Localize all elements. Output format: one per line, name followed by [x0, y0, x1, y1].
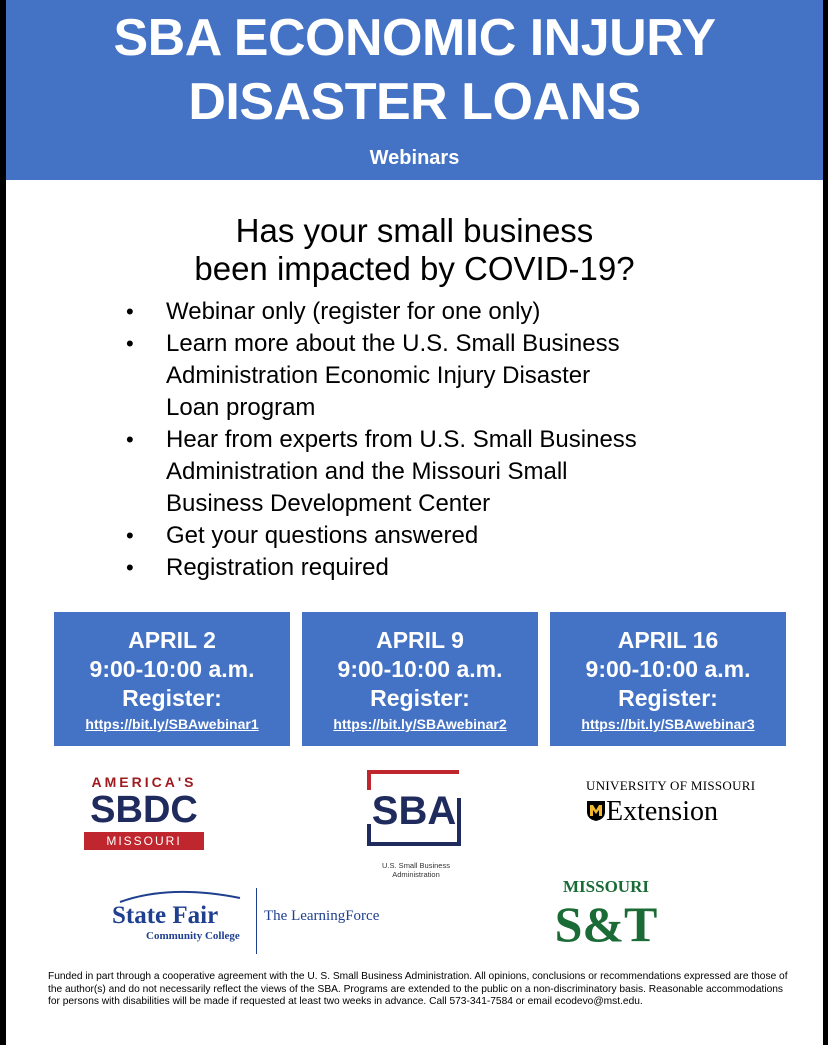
missouri-st-mark: S&T: [554, 896, 658, 952]
sba-logo-caption: [361, 861, 471, 879]
session-register-label: Register:: [618, 685, 718, 711]
session-time: 9:00-10:00 a.m.: [89, 656, 255, 682]
session-register-label: Register:: [370, 685, 470, 711]
mu-extension-row: [586, 794, 766, 828]
missouri-st-logo: [551, 877, 661, 957]
state-fair-name: State Fair: [112, 902, 219, 929]
list-item: [126, 424, 746, 520]
sba-caption-line-2: Administration: [392, 870, 440, 879]
session-card-april-9: [302, 612, 538, 746]
session-date: APRIL 9: [376, 627, 464, 653]
page-subtitle: Webinars: [369, 147, 460, 169]
headline: [6, 212, 823, 288]
list-item: [126, 296, 746, 328]
headline-line-1: Has your small business: [235, 212, 594, 249]
session-date: APRIL 2: [128, 627, 216, 653]
bullet-text: Administration Economic Injury Disaster: [166, 362, 591, 389]
page-title: [6, 6, 823, 134]
register-link-1[interactable]: https://bit.ly/SBAwebinar1: [85, 716, 259, 732]
session-time: 9:00-10:00 a.m.: [337, 656, 503, 682]
title-line-2: DISASTER LOANS: [188, 73, 641, 131]
footer-disclaimer: Funded in part through a cooperative agreement with the U. S. Small Business Administration. All opinions, conclusions or recommendations expressed are those of the author(s) and do not necessarily reflect the views of the SBA. Programs are extended to the public on a non-discriminatory basis. Reasonable accommodations for persons with disabilities will be made if requested at least two weeks in advance. Call 573-341-7584 or email ecodevo@mst.edu.: [48, 971, 788, 1007]
sbdc-logo: [84, 774, 204, 854]
title-banner: [6, 0, 823, 180]
bullet-list: [126, 296, 746, 584]
state-fair-logo: [106, 888, 416, 958]
register-link-2[interactable]: https://bit.ly/SBAwebinar2: [333, 716, 507, 732]
bullet-text: Administration and the Missouri Small: [166, 458, 568, 485]
learning-force-text: The LearningForce: [264, 908, 380, 924]
title-line-1: SBA ECONOMIC INJURY: [113, 9, 716, 67]
list-item: [126, 328, 746, 424]
session-time: 9:00-10:00 a.m.: [585, 656, 751, 682]
session-card-april-16: [550, 612, 786, 746]
session-card-april-2: [54, 612, 290, 746]
mu-extension-top: UNIVERSITY OF MISSOURI: [586, 778, 756, 793]
missouri-st-top: MISSOURI: [563, 877, 649, 896]
divider: [256, 888, 257, 954]
bullet-text: • Get your questions answered: [166, 522, 479, 549]
headline-line-2: been impacted by COVID-19?: [194, 250, 635, 287]
mu-extension-logo: [586, 778, 766, 828]
sba-mark-icon: [361, 768, 471, 850]
bullet-text: Business Development Center: [166, 490, 491, 517]
list-item: [126, 520, 746, 552]
mizzou-shield-icon: [586, 800, 606, 822]
bullet-text: • Learn more about the U.S. Small Business: [166, 330, 620, 357]
list-item: [126, 552, 746, 584]
register-link-3[interactable]: https://bit.ly/SBAwebinar3: [581, 716, 755, 732]
sbdc-logo-mark: SBDC: [90, 789, 198, 831]
bullet-text: Loan program: [166, 394, 316, 421]
state-fair-sub: Community College: [146, 930, 240, 942]
sba-caption-line-1: U.S. Small Business: [382, 861, 450, 870]
bullet-text: • Registration required: [166, 554, 389, 581]
sba-logo-text: SBA: [371, 789, 457, 833]
sba-logo: [361, 768, 471, 878]
sbdc-logo-top: AMERICA'S: [91, 774, 197, 790]
bullet-text: • Hear from experts from U.S. Small Business: [166, 426, 637, 453]
mu-extension-main: Extension: [606, 796, 718, 827]
sbdc-logo-bottom: MISSOURI: [84, 832, 204, 850]
flyer-page: [6, 0, 823, 1045]
session-date: APRIL 16: [617, 627, 719, 653]
bullet-text: • Webinar only (register for one only): [166, 298, 541, 325]
session-register-label: Register:: [122, 685, 222, 711]
